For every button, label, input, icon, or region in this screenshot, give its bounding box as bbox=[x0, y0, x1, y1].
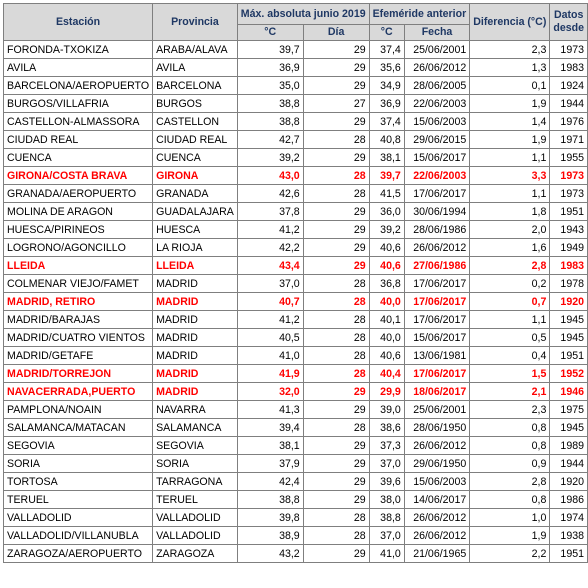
table-row bbox=[4, 383, 588, 401]
cell-estacion: MOLINA DE ARAGON bbox=[4, 203, 153, 221]
cell-max-c: 40,7 bbox=[237, 293, 303, 311]
cell-estacion: SORIA bbox=[4, 455, 153, 473]
table-row bbox=[4, 257, 588, 275]
cell-fecha: 18/06/2017 bbox=[404, 383, 469, 401]
cell-fecha: 17/06/2017 bbox=[404, 275, 469, 293]
cell-dia: 29 bbox=[303, 203, 369, 221]
cell-efem-c: 38,8 bbox=[369, 509, 404, 527]
cell-dia: 29 bbox=[303, 545, 369, 563]
cell-dia: 29 bbox=[303, 473, 369, 491]
cell-max-c: 37,0 bbox=[237, 275, 303, 293]
cell-estacion: SALAMANCA/MATACAN bbox=[4, 419, 153, 437]
cell-datos-desde: 1952 bbox=[550, 365, 588, 383]
cell-datos-desde: 1989 bbox=[550, 437, 588, 455]
cell-diferencia: 2,3 bbox=[470, 401, 550, 419]
cell-estacion: VALLADOLID bbox=[4, 509, 153, 527]
cell-dia: 29 bbox=[303, 437, 369, 455]
table-row bbox=[4, 149, 588, 167]
cell-provincia: BURGOS bbox=[153, 95, 238, 113]
cell-diferencia: 1,1 bbox=[470, 149, 550, 167]
cell-datos-desde: 1920 bbox=[550, 473, 588, 491]
cell-diferencia: 1,9 bbox=[470, 131, 550, 149]
cell-datos-desde: 1986 bbox=[550, 491, 588, 509]
cell-max-c: 41,2 bbox=[237, 221, 303, 239]
cell-diferencia: 1,9 bbox=[470, 95, 550, 113]
cell-diferencia: 0,8 bbox=[470, 419, 550, 437]
table-row bbox=[4, 365, 588, 383]
cell-fecha: 29/06/2015 bbox=[404, 131, 469, 149]
cell-diferencia: 1,8 bbox=[470, 203, 550, 221]
cell-diferencia: 2,3 bbox=[470, 41, 550, 59]
cell-datos-desde: 1949 bbox=[550, 239, 588, 257]
table-row bbox=[4, 455, 588, 473]
cell-provincia: GIRONA bbox=[153, 167, 238, 185]
subheader-fecha: Fecha bbox=[404, 25, 469, 41]
cell-diferencia: 1,6 bbox=[470, 239, 550, 257]
cell-datos-desde: 1946 bbox=[550, 383, 588, 401]
table-row bbox=[4, 473, 588, 491]
cell-estacion: PAMPLONA/NOAIN bbox=[4, 401, 153, 419]
cell-dia: 28 bbox=[303, 419, 369, 437]
cell-max-c: 42,4 bbox=[237, 473, 303, 491]
cell-provincia: CIUDAD REAL bbox=[153, 131, 238, 149]
cell-estacion: MADRID/TORREJON bbox=[4, 365, 153, 383]
cell-diferencia: 1,3 bbox=[470, 59, 550, 77]
cell-fecha: 27/06/1986 bbox=[404, 257, 469, 275]
cell-diferencia: 3,3 bbox=[470, 167, 550, 185]
cell-max-c: 43,0 bbox=[237, 167, 303, 185]
cell-fecha: 17/06/2017 bbox=[404, 293, 469, 311]
cell-fecha: 29/06/1950 bbox=[404, 455, 469, 473]
cell-dia: 29 bbox=[303, 383, 369, 401]
subheader-efem-c: °C bbox=[369, 25, 404, 41]
cell-diferencia: 2,8 bbox=[470, 473, 550, 491]
subheader-max-c: °C bbox=[237, 25, 303, 41]
cell-dia: 29 bbox=[303, 221, 369, 239]
cell-dia: 29 bbox=[303, 401, 369, 419]
cell-fecha: 15/06/2017 bbox=[404, 149, 469, 167]
table-row bbox=[4, 131, 588, 149]
cell-efem-c: 40,1 bbox=[369, 311, 404, 329]
cell-datos-desde: 1945 bbox=[550, 311, 588, 329]
cell-estacion: SEGOVIA bbox=[4, 437, 153, 455]
cell-estacion: FORONDA-TXOKIZA bbox=[4, 41, 153, 59]
cell-datos-desde: 1951 bbox=[550, 347, 588, 365]
cell-datos-desde: 1983 bbox=[550, 257, 588, 275]
cell-dia: 28 bbox=[303, 167, 369, 185]
cell-max-c: 41,3 bbox=[237, 401, 303, 419]
cell-max-c: 38,8 bbox=[237, 95, 303, 113]
table-row bbox=[4, 329, 588, 347]
cell-datos-desde: 1943 bbox=[550, 221, 588, 239]
cell-estacion: BURGOS/VILLAFRIA bbox=[4, 95, 153, 113]
cell-estacion: MADRID, RETIRO bbox=[4, 293, 153, 311]
cell-diferencia: 2,0 bbox=[470, 221, 550, 239]
cell-datos-desde: 1973 bbox=[550, 167, 588, 185]
table-container bbox=[3, 3, 588, 563]
table-row bbox=[4, 113, 588, 131]
cell-datos-desde: 1945 bbox=[550, 329, 588, 347]
cell-dia: 28 bbox=[303, 365, 369, 383]
cell-max-c: 35,0 bbox=[237, 77, 303, 95]
cell-provincia: MADRID bbox=[153, 365, 238, 383]
cell-efem-c: 36,8 bbox=[369, 275, 404, 293]
cell-efem-c: 37,0 bbox=[369, 527, 404, 545]
cell-efem-c: 37,4 bbox=[369, 41, 404, 59]
table-row bbox=[4, 167, 588, 185]
header-diferencia: Diferencia (°C) bbox=[470, 4, 550, 41]
cell-provincia: MADRID bbox=[153, 329, 238, 347]
table-row bbox=[4, 59, 588, 77]
cell-diferencia: 1,1 bbox=[470, 185, 550, 203]
cell-max-c: 39,7 bbox=[237, 41, 303, 59]
cell-max-c: 37,8 bbox=[237, 203, 303, 221]
temperature-records-table bbox=[3, 3, 588, 563]
cell-provincia: SORIA bbox=[153, 455, 238, 473]
cell-max-c: 37,9 bbox=[237, 455, 303, 473]
cell-datos-desde: 1973 bbox=[550, 185, 588, 203]
table-row bbox=[4, 311, 588, 329]
header-max-group: Máx. absoluta junio 2019 bbox=[237, 4, 369, 25]
cell-estacion: LOGRONO/AGONCILLO bbox=[4, 239, 153, 257]
cell-estacion: COLMENAR VIEJO/FAMET bbox=[4, 275, 153, 293]
cell-dia: 28 bbox=[303, 275, 369, 293]
cell-max-c: 40,5 bbox=[237, 329, 303, 347]
cell-datos-desde: 1973 bbox=[550, 41, 588, 59]
cell-max-c: 39,4 bbox=[237, 419, 303, 437]
cell-provincia: NAVARRA bbox=[153, 401, 238, 419]
cell-fecha: 17/06/2017 bbox=[404, 185, 469, 203]
table-row bbox=[4, 437, 588, 455]
cell-dia: 29 bbox=[303, 41, 369, 59]
cell-provincia: ARABA/ALAVA bbox=[153, 41, 238, 59]
table-row bbox=[4, 509, 588, 527]
cell-diferencia: 1,5 bbox=[470, 365, 550, 383]
cell-diferencia: 0,9 bbox=[470, 455, 550, 473]
cell-max-c: 38,8 bbox=[237, 491, 303, 509]
cell-dia: 29 bbox=[303, 113, 369, 131]
cell-fecha: 15/06/2003 bbox=[404, 473, 469, 491]
cell-max-c: 32,0 bbox=[237, 383, 303, 401]
cell-diferencia: 2,1 bbox=[470, 383, 550, 401]
cell-max-c: 42,6 bbox=[237, 185, 303, 203]
cell-diferencia: 2,2 bbox=[470, 545, 550, 563]
cell-estacion: GIRONA/COSTA BRAVA bbox=[4, 167, 153, 185]
cell-datos-desde: 1971 bbox=[550, 131, 588, 149]
cell-datos-desde: 1978 bbox=[550, 275, 588, 293]
cell-dia: 28 bbox=[303, 509, 369, 527]
cell-fecha: 28/06/1986 bbox=[404, 221, 469, 239]
cell-max-c: 41,0 bbox=[237, 347, 303, 365]
table-row bbox=[4, 545, 588, 563]
cell-efem-c: 39,2 bbox=[369, 221, 404, 239]
cell-diferencia: 0,8 bbox=[470, 437, 550, 455]
cell-max-c: 41,9 bbox=[237, 365, 303, 383]
cell-max-c: 43,2 bbox=[237, 545, 303, 563]
cell-datos-desde: 1951 bbox=[550, 203, 588, 221]
cell-max-c: 42,7 bbox=[237, 131, 303, 149]
cell-efem-c: 37,3 bbox=[369, 437, 404, 455]
cell-dia: 29 bbox=[303, 149, 369, 167]
cell-estacion: GRANADA/AEROPUERTO bbox=[4, 185, 153, 203]
cell-fecha: 26/06/2012 bbox=[404, 437, 469, 455]
cell-fecha: 14/06/2017 bbox=[404, 491, 469, 509]
table-row bbox=[4, 347, 588, 365]
cell-estacion: BARCELONA/AEROPUERTO bbox=[4, 77, 153, 95]
cell-efem-c: 40,0 bbox=[369, 293, 404, 311]
cell-dia: 28 bbox=[303, 311, 369, 329]
cell-dia: 28 bbox=[303, 329, 369, 347]
cell-provincia: SALAMANCA bbox=[153, 419, 238, 437]
table-row bbox=[4, 491, 588, 509]
cell-fecha: 26/06/2012 bbox=[404, 509, 469, 527]
cell-fecha: 22/06/2003 bbox=[404, 167, 469, 185]
cell-efem-c: 38,6 bbox=[369, 419, 404, 437]
table-row bbox=[4, 221, 588, 239]
cell-estacion: ZARAGOZA/AEROPUERTO bbox=[4, 545, 153, 563]
cell-estacion: CIUDAD REAL bbox=[4, 131, 153, 149]
cell-efem-c: 37,0 bbox=[369, 455, 404, 473]
cell-efem-c: 39,0 bbox=[369, 401, 404, 419]
cell-efem-c: 39,6 bbox=[369, 473, 404, 491]
header-provincia: Provincia bbox=[153, 4, 238, 41]
cell-diferencia: 0,1 bbox=[470, 77, 550, 95]
cell-fecha: 13/06/1981 bbox=[404, 347, 469, 365]
cell-diferencia: 1,1 bbox=[470, 311, 550, 329]
cell-provincia: GRANADA bbox=[153, 185, 238, 203]
cell-provincia: VALLADOLID bbox=[153, 509, 238, 527]
cell-provincia: TERUEL bbox=[153, 491, 238, 509]
table-row bbox=[4, 77, 588, 95]
cell-dia: 29 bbox=[303, 491, 369, 509]
cell-fecha: 22/06/2003 bbox=[404, 95, 469, 113]
cell-efem-c: 41,0 bbox=[369, 545, 404, 563]
cell-fecha: 15/06/2003 bbox=[404, 113, 469, 131]
cell-fecha: 30/06/1994 bbox=[404, 203, 469, 221]
cell-datos-desde: 1920 bbox=[550, 293, 588, 311]
cell-fecha: 25/06/2001 bbox=[404, 41, 469, 59]
cell-max-c: 41,2 bbox=[237, 311, 303, 329]
cell-datos-desde: 1944 bbox=[550, 95, 588, 113]
cell-provincia: CUENCA bbox=[153, 149, 238, 167]
cell-efem-c: 38,1 bbox=[369, 149, 404, 167]
cell-fecha: 21/06/1965 bbox=[404, 545, 469, 563]
cell-efem-c: 36,0 bbox=[369, 203, 404, 221]
cell-provincia: MADRID bbox=[153, 293, 238, 311]
cell-estacion: AVILA bbox=[4, 59, 153, 77]
cell-efem-c: 37,4 bbox=[369, 113, 404, 131]
cell-provincia: MADRID bbox=[153, 311, 238, 329]
table-row bbox=[4, 275, 588, 293]
cell-diferencia: 1,0 bbox=[470, 509, 550, 527]
cell-datos-desde: 1975 bbox=[550, 401, 588, 419]
cell-efem-c: 40,0 bbox=[369, 329, 404, 347]
cell-fecha: 28/06/1950 bbox=[404, 419, 469, 437]
cell-efem-c: 40,6 bbox=[369, 257, 404, 275]
cell-diferencia: 0,8 bbox=[470, 491, 550, 509]
cell-estacion: LLEIDA bbox=[4, 257, 153, 275]
cell-dia: 28 bbox=[303, 293, 369, 311]
subheader-dia: Día bbox=[303, 25, 369, 41]
table-body bbox=[4, 41, 588, 563]
cell-dia: 27 bbox=[303, 95, 369, 113]
cell-datos-desde: 1944 bbox=[550, 455, 588, 473]
table-row bbox=[4, 203, 588, 221]
table-row bbox=[4, 185, 588, 203]
cell-dia: 29 bbox=[303, 455, 369, 473]
cell-dia: 28 bbox=[303, 347, 369, 365]
cell-provincia: AVILA bbox=[153, 59, 238, 77]
cell-provincia: ZARAGOZA bbox=[153, 545, 238, 563]
cell-dia: 29 bbox=[303, 257, 369, 275]
cell-max-c: 42,2 bbox=[237, 239, 303, 257]
table-row bbox=[4, 239, 588, 257]
cell-dia: 28 bbox=[303, 131, 369, 149]
cell-max-c: 43,4 bbox=[237, 257, 303, 275]
cell-max-c: 36,9 bbox=[237, 59, 303, 77]
cell-estacion: TERUEL bbox=[4, 491, 153, 509]
table-row bbox=[4, 41, 588, 59]
cell-diferencia: 0,7 bbox=[470, 293, 550, 311]
cell-provincia: MADRID bbox=[153, 275, 238, 293]
cell-fecha: 25/06/2001 bbox=[404, 401, 469, 419]
header-datos-desde: Datos desde bbox=[550, 4, 588, 41]
table-row bbox=[4, 95, 588, 113]
cell-estacion: MADRID/BARAJAS bbox=[4, 311, 153, 329]
cell-efem-c: 40,6 bbox=[369, 347, 404, 365]
cell-fecha: 26/06/2012 bbox=[404, 59, 469, 77]
cell-max-c: 39,8 bbox=[237, 509, 303, 527]
table-row bbox=[4, 527, 588, 545]
cell-max-c: 39,2 bbox=[237, 149, 303, 167]
cell-max-c: 38,1 bbox=[237, 437, 303, 455]
cell-estacion: HUESCA/PIRINEOS bbox=[4, 221, 153, 239]
cell-dia: 29 bbox=[303, 59, 369, 77]
cell-datos-desde: 1938 bbox=[550, 527, 588, 545]
cell-diferencia: 2,8 bbox=[470, 257, 550, 275]
cell-efem-c: 40,4 bbox=[369, 365, 404, 383]
cell-dia: 28 bbox=[303, 527, 369, 545]
cell-fecha: 17/06/2017 bbox=[404, 311, 469, 329]
cell-diferencia: 0,2 bbox=[470, 275, 550, 293]
cell-provincia: HUESCA bbox=[153, 221, 238, 239]
cell-datos-desde: 1951 bbox=[550, 545, 588, 563]
cell-estacion: CASTELLON-ALMASSORA bbox=[4, 113, 153, 131]
cell-datos-desde: 1974 bbox=[550, 509, 588, 527]
cell-datos-desde: 1976 bbox=[550, 113, 588, 131]
header-row bbox=[4, 4, 588, 25]
cell-provincia: BARCELONA bbox=[153, 77, 238, 95]
cell-provincia: TARRAGONA bbox=[153, 473, 238, 491]
cell-estacion: MADRID/GETAFE bbox=[4, 347, 153, 365]
cell-provincia: SEGOVIA bbox=[153, 437, 238, 455]
cell-diferencia: 1,4 bbox=[470, 113, 550, 131]
table-row bbox=[4, 401, 588, 419]
cell-dia: 29 bbox=[303, 77, 369, 95]
cell-efem-c: 40,8 bbox=[369, 131, 404, 149]
cell-diferencia: 1,9 bbox=[470, 527, 550, 545]
header-estacion: Estación bbox=[4, 4, 153, 41]
cell-estacion: MADRID/CUATRO VIENTOS bbox=[4, 329, 153, 347]
cell-efem-c: 35,6 bbox=[369, 59, 404, 77]
cell-efem-c: 40,6 bbox=[369, 239, 404, 257]
cell-efem-c: 39,7 bbox=[369, 167, 404, 185]
cell-provincia: MADRID bbox=[153, 347, 238, 365]
cell-provincia: LA RIOJA bbox=[153, 239, 238, 257]
cell-estacion: NAVACERRADA,PUERTO bbox=[4, 383, 153, 401]
table-row bbox=[4, 419, 588, 437]
cell-provincia: VALLADOLID bbox=[153, 527, 238, 545]
cell-datos-desde: 1945 bbox=[550, 419, 588, 437]
cell-datos-desde: 1955 bbox=[550, 149, 588, 167]
cell-datos-desde: 1983 bbox=[550, 59, 588, 77]
cell-datos-desde: 1924 bbox=[550, 77, 588, 95]
cell-provincia: GUADALAJARA bbox=[153, 203, 238, 221]
cell-fecha: 26/06/2012 bbox=[404, 239, 469, 257]
header-efemeride-group: Efeméride anterior bbox=[369, 4, 470, 25]
cell-efem-c: 29,9 bbox=[369, 383, 404, 401]
cell-estacion: TORTOSA bbox=[4, 473, 153, 491]
cell-max-c: 38,9 bbox=[237, 527, 303, 545]
cell-fecha: 17/06/2017 bbox=[404, 365, 469, 383]
cell-efem-c: 36,9 bbox=[369, 95, 404, 113]
table-row bbox=[4, 293, 588, 311]
cell-efem-c: 34,9 bbox=[369, 77, 404, 95]
cell-max-c: 38,8 bbox=[237, 113, 303, 131]
cell-dia: 29 bbox=[303, 239, 369, 257]
cell-fecha: 28/06/2005 bbox=[404, 77, 469, 95]
cell-efem-c: 38,0 bbox=[369, 491, 404, 509]
cell-fecha: 26/06/2012 bbox=[404, 527, 469, 545]
cell-estacion: VALLADOLID/VILLANUBLA bbox=[4, 527, 153, 545]
cell-diferencia: 0,5 bbox=[470, 329, 550, 347]
cell-provincia: MADRID bbox=[153, 383, 238, 401]
cell-estacion: CUENCA bbox=[4, 149, 153, 167]
cell-diferencia: 0,4 bbox=[470, 347, 550, 365]
cell-dia: 28 bbox=[303, 185, 369, 203]
cell-provincia: CASTELLON bbox=[153, 113, 238, 131]
cell-efem-c: 41,5 bbox=[369, 185, 404, 203]
cell-fecha: 15/06/2017 bbox=[404, 329, 469, 347]
cell-provincia: LLEIDA bbox=[153, 257, 238, 275]
